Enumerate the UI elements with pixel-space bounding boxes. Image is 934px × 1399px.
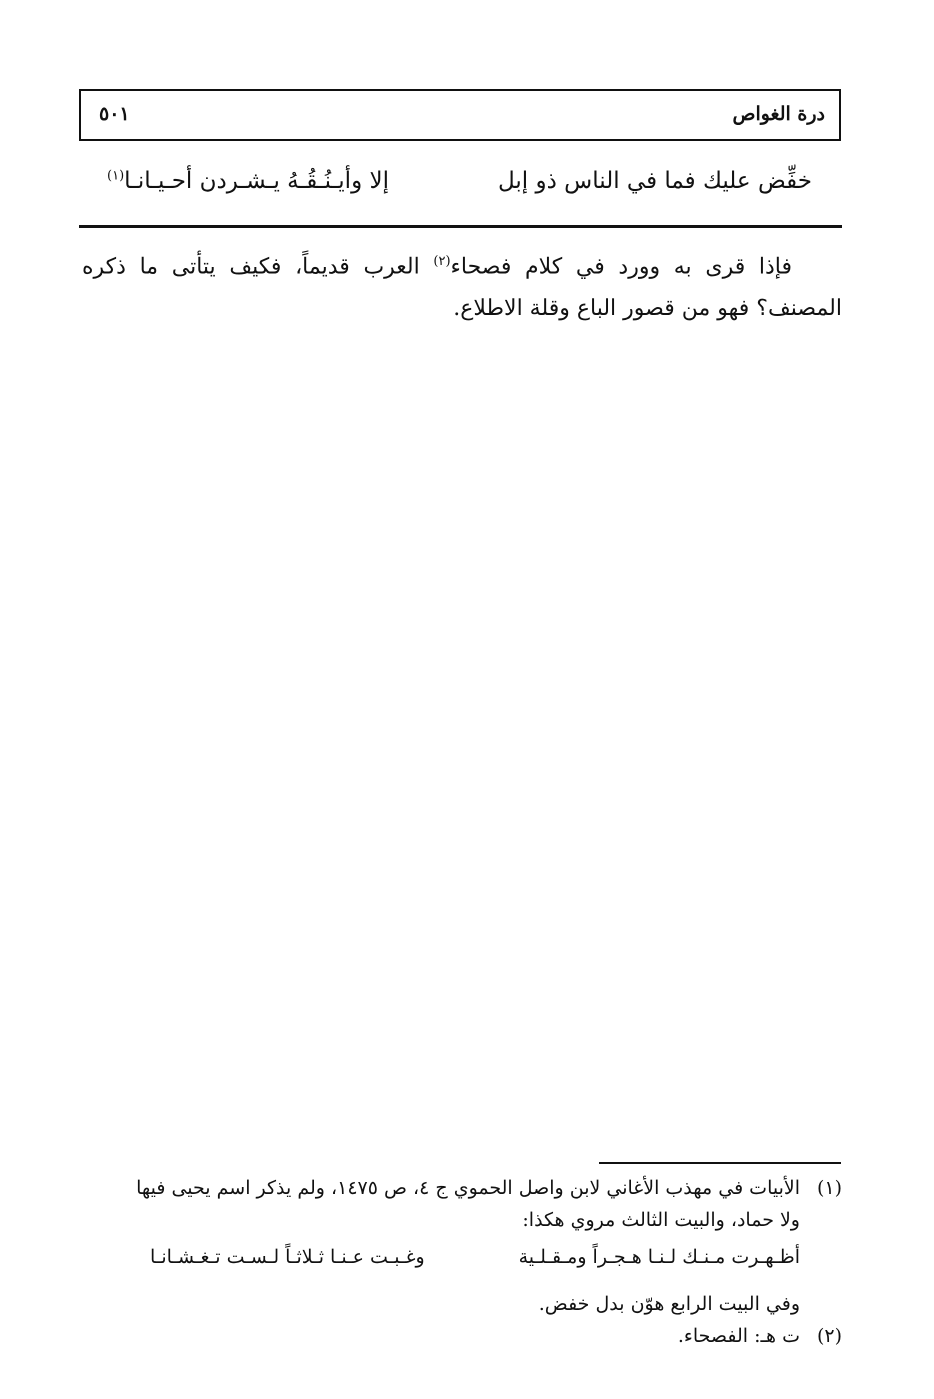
footnote-1-continuation: ولا حماد، والبيت الثالث مروي هكذا: [522, 1209, 800, 1231]
verse-first-hemistich: خفِّض عليك فما في الناس ذو إبل [497, 168, 812, 194]
body-line1-a: فإذا قرى به وورد في كلام فصحاء [450, 254, 793, 280]
body-paragraph [82, 241, 842, 330]
running-title: درة الغواص [732, 103, 825, 125]
body-line2: فهو من قصور الباع وقلة الاطلاع. [453, 296, 750, 322]
footnote-1-text: الأبيات في مهذب الأغاني لابن واصل الحموي ج ٤، ص ١٤٧٥، ولم يذكر اسم يحيى فيها [136, 1177, 800, 1199]
footnote-2-text: ت هـ: الفصحاء. [677, 1325, 800, 1347]
footnote-2 [80, 1320, 842, 1352]
running-header [79, 89, 841, 141]
footnote-1 [80, 1172, 842, 1204]
footnote-2-number: (٢) [816, 1325, 842, 1347]
footnote-1-number: (١) [816, 1177, 842, 1199]
footnote-verse-second: وغـبـت عـنـا ثـلاثـاً لـسـت تـغـشـانـا [150, 1246, 425, 1268]
footnote-separator [599, 1162, 841, 1164]
footnote-verse-first: أظـهـرت مـنـك لـنـا هـجـراً ومـقـلـية [518, 1246, 800, 1268]
footnote-1-tail: وفي البيت الرابع هوّن بدل خفض. [538, 1293, 800, 1315]
footnote-ref-2: (٢) [433, 254, 451, 269]
page-number: ٥٠١ [99, 103, 130, 125]
body-line1-b: العرب قديماً، فكيف يتأتى ما ذكره المصنف؟ [82, 254, 842, 322]
section-rule [79, 225, 842, 228]
footnote-ref-1: (١) [107, 168, 125, 184]
verse-second-hemistich [107, 168, 389, 194]
verse-second-text: إلا وأيـنُـقُـهُ يـشـردن أحـيـانـا [124, 168, 389, 194]
